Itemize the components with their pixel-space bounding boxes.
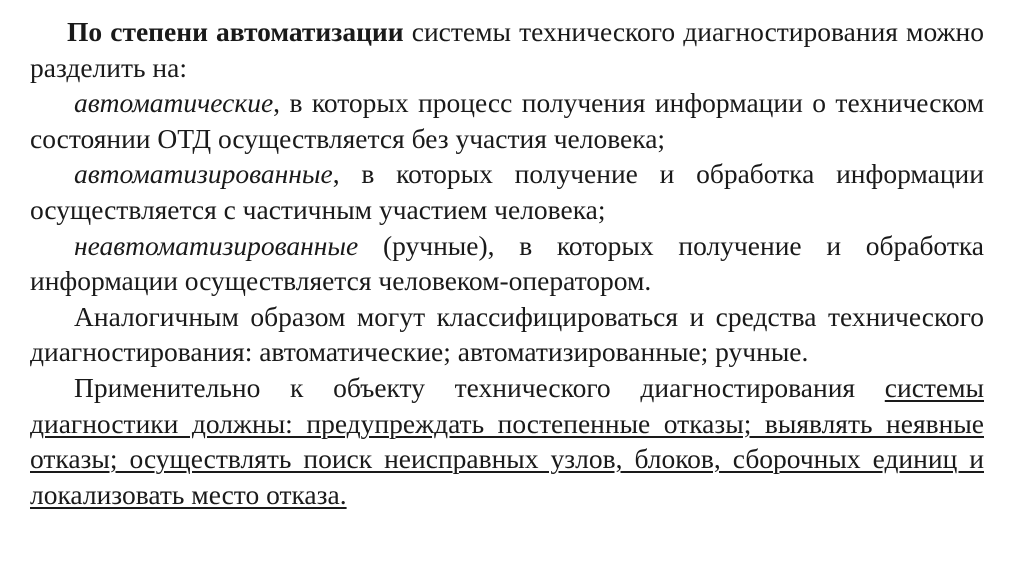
definition-automatic: , в которых процесс получения информации о техническом состоянии ОТД осуществляется без участия человека; (30, 87, 984, 154)
document-body (30, 14, 984, 512)
intro-bold-heading: По степени автоматизации (67, 16, 404, 47)
conclusion-underlined-text: системы диагностики должны: предупреждать постепенные отказы; выявлять неявные отказы; осуществлять поиск неисправных узлов, блоков, сборочных единиц и локализовать место отказа. (30, 371, 984, 510)
intro-paragraph (30, 14, 984, 85)
list-item-automatic (30, 85, 984, 156)
definition-automated: , в которых получение и обработка информации осуществляется с частичным участием человека; (30, 158, 984, 225)
term-automated: автоматизированные (74, 158, 333, 190)
analog-paragraph: Аналогичным образом могут классифицироваться и средства технического диагностирования: автоматические; автоматизированные; ручные. (30, 300, 984, 368)
conclusion-paragraph (30, 370, 984, 512)
term-manual: неавтоматизированные (74, 229, 359, 261)
list-item-manual (30, 228, 984, 299)
term-automatic: автоматические (74, 87, 274, 119)
intro-text: системы технического диагностирования можно разделить на: (30, 16, 984, 83)
conclusion-text: Применительно к объекту технического диагностирования (74, 371, 885, 403)
list-item-automated (30, 156, 984, 227)
definition-manual: (ручные), в которых получение и обработка информации осуществляется человеком-оператором. (30, 229, 984, 297)
